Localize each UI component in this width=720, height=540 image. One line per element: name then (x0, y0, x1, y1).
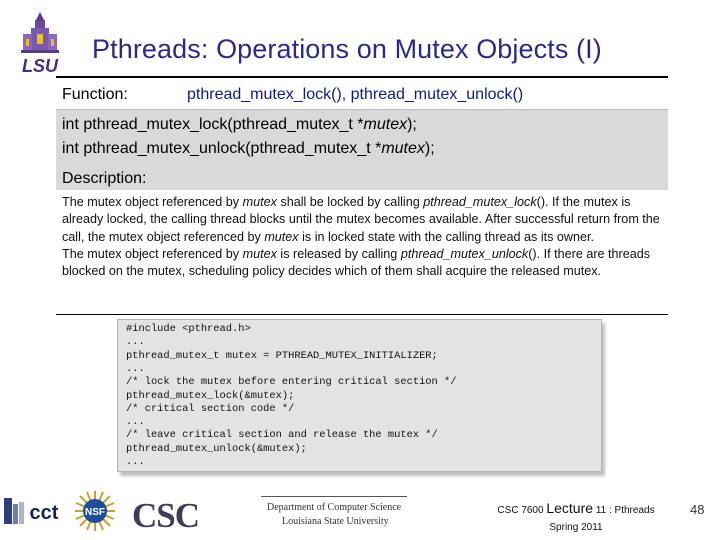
cct-logo-text: cct (29, 502, 59, 524)
code-line: /* critical section code */ (126, 402, 295, 415)
department-name: Department of Computer Science (267, 502, 402, 513)
code-line: pthread_mutex_unlock(&mutex); (126, 442, 307, 455)
function-row (56, 80, 668, 109)
description-label: Description: (62, 170, 147, 187)
signature-unlock: int pthread_mutex_unlock(pthread_mutex_t *mutex); (62, 140, 435, 157)
function-label: Function: (62, 86, 128, 103)
course-semester: Spring 2011 (549, 522, 603, 533)
department-block (261, 496, 411, 532)
description-body (56, 190, 668, 314)
csc-logo-text: CSC (132, 496, 200, 532)
code-line: ... (126, 362, 145, 375)
lsu-logo-text: LSU (22, 56, 58, 76)
course-info (486, 500, 666, 536)
description-text: The mutex object referenced by mutex shall be locked by calling pthread_mutex_lock(). If the mutex is already locked, the calling thread blocks until the mutex becomes available. After successful return from the call, the mutex object referenced by mutex is in locked state with the calling thread as its owner. The mutex object referenced by mutex is released by calling pthread_mutex_unlock(). If there are threads blocked on the mutex, scheduling policy decides which of them shall acquire the released mutex. (62, 195, 660, 279)
nsf-logo (75, 491, 115, 531)
code-example (117, 319, 602, 472)
code-line: pthread_mutex_t mutex = PTHREAD_MUTEX_INITIALIZER; (126, 349, 438, 362)
cct-logo (4, 494, 66, 528)
csc-logo (130, 494, 206, 532)
page-title: Pthreads: Operations on Mutex Objects (I) (92, 34, 602, 64)
page-number: 48 (690, 502, 705, 517)
description-header (56, 161, 668, 190)
department-rule (261, 496, 407, 497)
function-value: pthread_mutex_lock(), pthread_mutex_unlock() (187, 86, 524, 103)
code-line: ... (126, 456, 145, 468)
course-lecture: Lecture (546, 500, 594, 516)
code-line: ... (126, 416, 145, 429)
nsf-logo-text: NSF (85, 507, 105, 518)
description-divider (56, 314, 668, 315)
code-line: /* leave critical section and release the mutex */ (126, 429, 438, 442)
signature-lock: int pthread_mutex_lock(pthread_mutex_t *mutex); (62, 116, 417, 133)
title-divider (56, 76, 668, 78)
code-line: pthread_mutex_lock(&mutex); (126, 389, 295, 402)
course-suffix: 11 : Pthreads (593, 505, 655, 516)
university-name: Louisiana State University (282, 516, 389, 527)
code-line: ... (126, 336, 145, 349)
code-line: #include <pthread.h> (126, 323, 251, 335)
lsu-logo (18, 10, 62, 76)
course-prefix: CSC 7600 (497, 505, 547, 516)
signature-box (56, 109, 668, 161)
code-line: /* lock the mutex before entering critical section */ (126, 376, 457, 389)
